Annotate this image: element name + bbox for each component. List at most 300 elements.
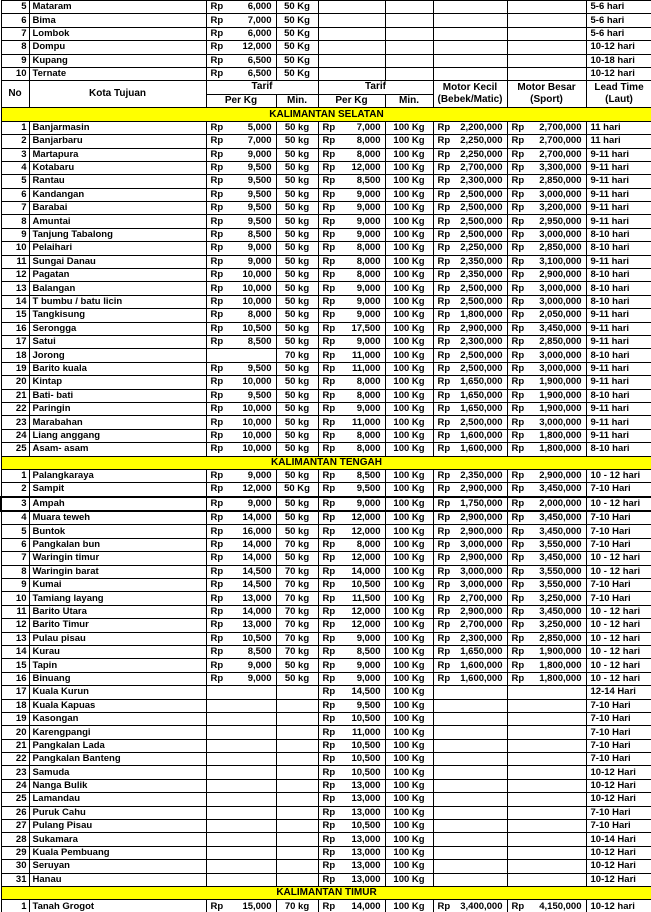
- tarif1-min-cell[interactable]: 50 kg: [276, 215, 318, 228]
- motor-besar-cell[interactable]: [507, 429, 586, 442]
- lead-time-cell[interactable]: 7-10 Hari: [586, 592, 651, 605]
- motor-kecil-cell[interactable]: [433, 1, 507, 14]
- row-number-cell[interactable]: 6: [1, 538, 29, 551]
- tarif2-per-kg-cell[interactable]: [318, 565, 385, 578]
- tarif1-per-kg-cell[interactable]: [206, 525, 276, 538]
- motor-besar-cell[interactable]: [507, 41, 586, 54]
- tarif1-min-cell[interactable]: 50 kg: [276, 469, 318, 482]
- motor-besar-cell[interactable]: [507, 833, 586, 846]
- row-number-cell[interactable]: 16: [1, 322, 29, 335]
- motor-kecil-cell[interactable]: [433, 255, 507, 268]
- tarif2-min-cell[interactable]: 100 Kg: [385, 228, 433, 241]
- city-cell[interactable]: T bumbu / batu licin: [29, 295, 206, 308]
- row-number-cell[interactable]: 29: [1, 846, 29, 859]
- city-cell[interactable]: Pangkalan Banteng: [29, 753, 206, 766]
- tarif1-min-cell[interactable]: 50 Kg: [276, 27, 318, 40]
- motor-kecil-cell[interactable]: [433, 793, 507, 806]
- tarif2-min-cell[interactable]: 100 Kg: [385, 322, 433, 335]
- tarif1-min-cell[interactable]: 50 kg: [276, 416, 318, 429]
- row-number-cell[interactable]: 15: [1, 309, 29, 322]
- city-cell[interactable]: Karengpangi: [29, 726, 206, 739]
- motor-besar-cell[interactable]: [507, 900, 586, 912]
- lead-time-cell[interactable]: 9-11 hari: [586, 309, 651, 322]
- tarif1-min-cell[interactable]: 50 kg: [276, 295, 318, 308]
- tarif1-min-cell[interactable]: 70 kg: [276, 349, 318, 362]
- tarif1-per-kg-cell[interactable]: [206, 846, 276, 859]
- lead-time-cell[interactable]: 8-10 hari: [586, 389, 651, 402]
- tarif2-min-cell[interactable]: 100 Kg: [385, 806, 433, 819]
- row-number-cell[interactable]: 24: [1, 779, 29, 792]
- tarif1-min-cell[interactable]: [276, 753, 318, 766]
- tarif2-per-kg-cell[interactable]: [318, 605, 385, 618]
- row-number-cell[interactable]: 5: [1, 175, 29, 188]
- tarif1-min-cell[interactable]: [276, 779, 318, 792]
- tarif1-per-kg-cell[interactable]: [206, 672, 276, 685]
- tarif1-min-cell[interactable]: 50 kg: [276, 282, 318, 295]
- city-cell[interactable]: Buntok: [29, 525, 206, 538]
- tarif1-per-kg-cell[interactable]: [206, 753, 276, 766]
- tarif2-min-cell[interactable]: 100 Kg: [385, 402, 433, 415]
- tarif2-per-kg-cell[interactable]: [318, 659, 385, 672]
- row-number-cell[interactable]: 20: [1, 376, 29, 389]
- motor-kecil-cell[interactable]: [433, 175, 507, 188]
- motor-besar-cell[interactable]: [507, 335, 586, 348]
- city-cell[interactable]: Kintap: [29, 376, 206, 389]
- motor-besar-cell[interactable]: [507, 255, 586, 268]
- tarif1-min-cell[interactable]: 70 kg: [276, 619, 318, 632]
- motor-kecil-cell[interactable]: [433, 27, 507, 40]
- motor-besar-cell[interactable]: [507, 215, 586, 228]
- city-cell[interactable]: Tapin: [29, 659, 206, 672]
- tarif1-min-cell[interactable]: 70 kg: [276, 538, 318, 551]
- lead-time-cell[interactable]: 10-12 Hari: [586, 779, 651, 792]
- lead-time-cell[interactable]: 9-11 hari: [586, 202, 651, 215]
- tarif1-per-kg-cell[interactable]: [206, 282, 276, 295]
- tarif2-per-kg-cell[interactable]: [318, 592, 385, 605]
- city-cell[interactable]: Puruk Cahu: [29, 806, 206, 819]
- city-cell[interactable]: Tamiang layang: [29, 592, 206, 605]
- motor-kecil-cell[interactable]: [433, 873, 507, 886]
- tarif2-min-cell[interactable]: 100 Kg: [385, 779, 433, 792]
- lead-time-cell[interactable]: 9-11 hari: [586, 322, 651, 335]
- tarif1-min-cell[interactable]: 50 kg: [276, 135, 318, 148]
- lead-time-cell[interactable]: 8-10 hari: [586, 282, 651, 295]
- tarif2-per-kg-cell[interactable]: [318, 645, 385, 658]
- row-number-cell[interactable]: 14: [1, 295, 29, 308]
- city-cell[interactable]: Bati- bati: [29, 389, 206, 402]
- tarif2-min-cell[interactable]: 100 Kg: [385, 175, 433, 188]
- tarif1-per-kg-cell[interactable]: [206, 565, 276, 578]
- tarif2-per-kg-cell[interactable]: [318, 228, 385, 241]
- tarif2-per-kg-cell[interactable]: [318, 579, 385, 592]
- row-number-cell[interactable]: 8: [1, 41, 29, 54]
- city-cell[interactable]: Pangkalan Lada: [29, 739, 206, 752]
- motor-kecil-cell[interactable]: [433, 592, 507, 605]
- lead-time-cell[interactable]: 12-14 Hari: [586, 686, 651, 699]
- tarif1-min-cell[interactable]: 50 kg: [276, 335, 318, 348]
- tarif2-min-cell[interactable]: 100 Kg: [385, 282, 433, 295]
- city-cell[interactable]: Kupang: [29, 54, 206, 67]
- city-cell[interactable]: Lamandau: [29, 793, 206, 806]
- header-no[interactable]: No: [1, 81, 29, 108]
- city-cell[interactable]: Sampit: [29, 483, 206, 497]
- city-cell[interactable]: Barito kuala: [29, 362, 206, 375]
- lead-time-cell[interactable]: 9-11 hari: [586, 148, 651, 161]
- tarif2-per-kg-cell[interactable]: [318, 469, 385, 482]
- motor-besar-cell[interactable]: [507, 349, 586, 362]
- motor-kecil-cell[interactable]: [433, 121, 507, 134]
- city-cell[interactable]: Seruyan: [29, 860, 206, 873]
- lead-time-cell[interactable]: 8-10 hari: [586, 242, 651, 255]
- tarif1-min-cell[interactable]: 50 kg: [276, 497, 318, 511]
- tarif2-per-kg-cell[interactable]: [318, 27, 385, 40]
- motor-besar-cell[interactable]: [507, 135, 586, 148]
- city-cell[interactable]: Palangkaraya: [29, 469, 206, 482]
- row-number-cell[interactable]: 7: [1, 27, 29, 40]
- lead-time-cell[interactable]: 10 - 12 hari: [586, 659, 651, 672]
- tarif2-min-cell[interactable]: [385, 27, 433, 40]
- motor-kecil-cell[interactable]: [433, 766, 507, 779]
- tarif2-per-kg-cell[interactable]: [318, 766, 385, 779]
- tarif2-per-kg-cell[interactable]: [318, 215, 385, 228]
- tarif2-min-cell[interactable]: 100 Kg: [385, 579, 433, 592]
- tarif2-per-kg-cell[interactable]: [318, 846, 385, 859]
- tarif1-min-cell[interactable]: [276, 806, 318, 819]
- tarif2-per-kg-cell[interactable]: [318, 726, 385, 739]
- motor-besar-cell[interactable]: [507, 565, 586, 578]
- motor-kecil-cell[interactable]: [433, 54, 507, 67]
- tarif2-min-cell[interactable]: 100 Kg: [385, 726, 433, 739]
- tarif2-per-kg-cell[interactable]: [318, 309, 385, 322]
- tarif1-min-cell[interactable]: [276, 699, 318, 712]
- motor-besar-cell[interactable]: [507, 469, 586, 482]
- row-number-cell[interactable]: 9: [1, 579, 29, 592]
- tarif2-per-kg-cell[interactable]: [318, 121, 385, 134]
- tarif1-per-kg-cell[interactable]: [206, 538, 276, 551]
- lead-time-cell[interactable]: 10-14 Hari: [586, 833, 651, 846]
- row-number-cell[interactable]: 13: [1, 632, 29, 645]
- tarif1-per-kg-cell[interactable]: [206, 592, 276, 605]
- tarif2-per-kg-cell[interactable]: [318, 14, 385, 27]
- tarif1-per-kg-cell[interactable]: [206, 161, 276, 174]
- header-per-kg-2[interactable]: Per Kg: [318, 94, 385, 108]
- tarif1-min-cell[interactable]: 50 kg: [276, 121, 318, 134]
- motor-besar-cell[interactable]: [507, 686, 586, 699]
- lead-time-cell[interactable]: 10 - 12 hari: [586, 632, 651, 645]
- tarif2-min-cell[interactable]: 100 Kg: [385, 255, 433, 268]
- tarif1-per-kg-cell[interactable]: [206, 41, 276, 54]
- lead-time-cell[interactable]: 9-11 hari: [586, 161, 651, 174]
- lead-time-cell[interactable]: 7-10 Hari: [586, 483, 651, 497]
- row-number-cell[interactable]: 7: [1, 202, 29, 215]
- motor-besar-cell[interactable]: [507, 712, 586, 725]
- tarif2-per-kg-cell[interactable]: [318, 779, 385, 792]
- motor-kecil-cell[interactable]: [433, 833, 507, 846]
- motor-kecil-cell[interactable]: [433, 483, 507, 497]
- motor-besar-cell[interactable]: [507, 739, 586, 752]
- tarif2-min-cell[interactable]: 100 Kg: [385, 672, 433, 685]
- tarif1-min-cell[interactable]: 70 kg: [276, 605, 318, 618]
- city-cell[interactable]: Waringin timur: [29, 552, 206, 565]
- tarif1-per-kg-cell[interactable]: [206, 497, 276, 511]
- header-per-kg-1[interactable]: Per Kg: [206, 94, 276, 108]
- motor-besar-cell[interactable]: [507, 538, 586, 551]
- tarif2-min-cell[interactable]: 100 Kg: [385, 335, 433, 348]
- lead-time-cell[interactable]: 10-12 hari: [586, 67, 651, 80]
- city-cell[interactable]: Pangkalan bun: [29, 538, 206, 551]
- tarif2-min-cell[interactable]: 100 Kg: [385, 135, 433, 148]
- city-cell[interactable]: Ampah: [29, 497, 206, 511]
- tarif2-per-kg-cell[interactable]: [318, 552, 385, 565]
- city-cell[interactable]: Nanga Bulik: [29, 779, 206, 792]
- lead-time-cell[interactable]: 10 - 12 hari: [586, 497, 651, 511]
- tarif1-per-kg-cell[interactable]: [206, 443, 276, 456]
- row-number-cell[interactable]: 10: [1, 242, 29, 255]
- motor-kecil-cell[interactable]: [433, 161, 507, 174]
- tarif1-min-cell[interactable]: 70 kg: [276, 645, 318, 658]
- city-cell[interactable]: Binuang: [29, 672, 206, 685]
- row-number-cell[interactable]: 22: [1, 753, 29, 766]
- city-cell[interactable]: Serongga: [29, 322, 206, 335]
- tarif2-per-kg-cell[interactable]: [318, 820, 385, 833]
- motor-besar-cell[interactable]: [507, 806, 586, 819]
- tarif2-min-cell[interactable]: 100 Kg: [385, 483, 433, 497]
- tarif1-min-cell[interactable]: 50 Kg: [276, 14, 318, 27]
- tarif2-per-kg-cell[interactable]: [318, 416, 385, 429]
- lead-time-cell[interactable]: 10-12 hari: [586, 900, 651, 912]
- motor-besar-cell[interactable]: [507, 579, 586, 592]
- tarif1-per-kg-cell[interactable]: [206, 632, 276, 645]
- tarif2-min-cell[interactable]: 100 Kg: [385, 443, 433, 456]
- tarif2-per-kg-cell[interactable]: [318, 148, 385, 161]
- row-number-cell[interactable]: 24: [1, 429, 29, 442]
- city-cell[interactable]: Liang anggang: [29, 429, 206, 442]
- city-cell[interactable]: Kasongan: [29, 712, 206, 725]
- lead-time-cell[interactable]: 7-10 Hari: [586, 739, 651, 752]
- tarif1-per-kg-cell[interactable]: [206, 659, 276, 672]
- city-cell[interactable]: Asam- asam: [29, 443, 206, 456]
- motor-besar-cell[interactable]: [507, 121, 586, 134]
- city-cell[interactable]: Paringin: [29, 402, 206, 415]
- row-number-cell[interactable]: 22: [1, 402, 29, 415]
- motor-besar-cell[interactable]: [507, 820, 586, 833]
- row-number-cell[interactable]: 12: [1, 619, 29, 632]
- tarif1-per-kg-cell[interactable]: [206, 309, 276, 322]
- tarif1-per-kg-cell[interactable]: [206, 1, 276, 14]
- tarif1-per-kg-cell[interactable]: [206, 833, 276, 846]
- lead-time-cell[interactable]: 10-12 Hari: [586, 846, 651, 859]
- lead-time-cell[interactable]: 9-11 hari: [586, 402, 651, 415]
- row-number-cell[interactable]: 11: [1, 255, 29, 268]
- tarif2-min-cell[interactable]: 100 Kg: [385, 376, 433, 389]
- lead-time-cell[interactable]: 7-10 Hari: [586, 579, 651, 592]
- tarif2-min-cell[interactable]: 100 Kg: [385, 202, 433, 215]
- motor-kecil-cell[interactable]: [433, 619, 507, 632]
- motor-besar-cell[interactable]: [507, 376, 586, 389]
- motor-kecil-cell[interactable]: [433, 846, 507, 859]
- motor-kecil-cell[interactable]: [433, 429, 507, 442]
- motor-kecil-cell[interactable]: [433, 389, 507, 402]
- section-header[interactable]: KALIMANTAN TIMUR: [1, 887, 651, 900]
- tarif2-per-kg-cell[interactable]: [318, 135, 385, 148]
- motor-kecil-cell[interactable]: [433, 322, 507, 335]
- motor-kecil-cell[interactable]: [433, 309, 507, 322]
- tarif2-per-kg-cell[interactable]: [318, 739, 385, 752]
- tarif1-per-kg-cell[interactable]: [206, 712, 276, 725]
- row-number-cell[interactable]: 9: [1, 54, 29, 67]
- row-number-cell[interactable]: 23: [1, 766, 29, 779]
- motor-kecil-cell[interactable]: [433, 699, 507, 712]
- tarif2-min-cell[interactable]: 100 Kg: [385, 497, 433, 511]
- motor-besar-cell[interactable]: [507, 779, 586, 792]
- tarif1-min-cell[interactable]: [276, 686, 318, 699]
- tarif2-per-kg-cell[interactable]: [318, 686, 385, 699]
- row-number-cell[interactable]: 5: [1, 525, 29, 538]
- motor-kecil-cell[interactable]: [433, 41, 507, 54]
- row-number-cell[interactable]: 21: [1, 389, 29, 402]
- tarif2-min-cell[interactable]: 100 Kg: [385, 686, 433, 699]
- row-number-cell[interactable]: 27: [1, 820, 29, 833]
- city-cell[interactable]: Amuntai: [29, 215, 206, 228]
- row-number-cell[interactable]: 18: [1, 699, 29, 712]
- tarif1-per-kg-cell[interactable]: [206, 242, 276, 255]
- lead-time-cell[interactable]: 11 hari: [586, 135, 651, 148]
- motor-besar-cell[interactable]: [507, 362, 586, 375]
- city-cell[interactable]: Pagatan: [29, 269, 206, 282]
- tarif1-min-cell[interactable]: 50 kg: [276, 255, 318, 268]
- row-number-cell[interactable]: 10: [1, 67, 29, 80]
- row-number-cell[interactable]: 8: [1, 215, 29, 228]
- tarif1-min-cell[interactable]: 50 kg: [276, 309, 318, 322]
- motor-kecil-cell[interactable]: [433, 686, 507, 699]
- tarif1-min-cell[interactable]: 50 Kg: [276, 67, 318, 80]
- tarif1-min-cell[interactable]: 50 kg: [276, 242, 318, 255]
- city-cell[interactable]: Lombok: [29, 27, 206, 40]
- tarif1-per-kg-cell[interactable]: [206, 645, 276, 658]
- tarif2-per-kg-cell[interactable]: [318, 483, 385, 497]
- tarif1-per-kg-cell[interactable]: [206, 202, 276, 215]
- motor-besar-cell[interactable]: [507, 525, 586, 538]
- city-cell[interactable]: Bima: [29, 14, 206, 27]
- lead-time-cell[interactable]: 11 hari: [586, 121, 651, 134]
- motor-besar-cell[interactable]: [507, 1, 586, 14]
- row-number-cell[interactable]: 18: [1, 349, 29, 362]
- lead-time-cell[interactable]: 10 - 12 hari: [586, 469, 651, 482]
- tarif2-min-cell[interactable]: [385, 67, 433, 80]
- lead-time-cell[interactable]: 8-10 hari: [586, 295, 651, 308]
- lead-time-cell[interactable]: 10-12 hari: [586, 41, 651, 54]
- tarif1-per-kg-cell[interactable]: [206, 552, 276, 565]
- tarif1-min-cell[interactable]: 50 kg: [276, 228, 318, 241]
- tarif1-min-cell[interactable]: 50 kg: [276, 362, 318, 375]
- tarif1-per-kg-cell[interactable]: [206, 135, 276, 148]
- tarif2-min-cell[interactable]: 100 Kg: [385, 873, 433, 886]
- tarif2-per-kg-cell[interactable]: [318, 376, 385, 389]
- tarif2-per-kg-cell[interactable]: [318, 497, 385, 511]
- motor-kecil-cell[interactable]: [433, 376, 507, 389]
- header-tarif-2[interactable]: Tarif: [318, 81, 433, 95]
- motor-besar-cell[interactable]: [507, 497, 586, 511]
- lead-time-cell[interactable]: 10-12 Hari: [586, 766, 651, 779]
- tarif1-min-cell[interactable]: [276, 766, 318, 779]
- row-number-cell[interactable]: 30: [1, 860, 29, 873]
- tarif1-per-kg-cell[interactable]: [206, 429, 276, 442]
- tarif2-per-kg-cell[interactable]: [318, 511, 385, 525]
- motor-kecil-cell[interactable]: [433, 672, 507, 685]
- motor-besar-cell[interactable]: [507, 619, 586, 632]
- tarif1-per-kg-cell[interactable]: [206, 215, 276, 228]
- motor-besar-cell[interactable]: [507, 175, 586, 188]
- row-number-cell[interactable]: 14: [1, 645, 29, 658]
- tarif1-per-kg-cell[interactable]: [206, 483, 276, 497]
- motor-kecil-cell[interactable]: [433, 67, 507, 80]
- city-cell[interactable]: Kumai: [29, 579, 206, 592]
- tarif1-min-cell[interactable]: 50 kg: [276, 429, 318, 442]
- motor-besar-cell[interactable]: [507, 269, 586, 282]
- tarif2-per-kg-cell[interactable]: [318, 793, 385, 806]
- row-number-cell[interactable]: 1: [1, 469, 29, 482]
- motor-kecil-cell[interactable]: [433, 202, 507, 215]
- tarif1-per-kg-cell[interactable]: [206, 793, 276, 806]
- tarif2-min-cell[interactable]: 100 Kg: [385, 161, 433, 174]
- lead-time-cell[interactable]: 7-10 Hari: [586, 712, 651, 725]
- motor-kecil-cell[interactable]: [433, 335, 507, 348]
- lead-time-cell[interactable]: 10-12 Hari: [586, 860, 651, 873]
- tarif2-per-kg-cell[interactable]: [318, 389, 385, 402]
- lead-time-cell[interactable]: 7-10 Hari: [586, 538, 651, 551]
- lead-time-cell[interactable]: 9-11 hari: [586, 255, 651, 268]
- lead-time-cell[interactable]: 10-12 Hari: [586, 793, 651, 806]
- tarif1-per-kg-cell[interactable]: [206, 54, 276, 67]
- tarif1-min-cell[interactable]: 50 Kg: [276, 41, 318, 54]
- tarif2-min-cell[interactable]: 100 Kg: [385, 525, 433, 538]
- city-cell[interactable]: Pulau pisau: [29, 632, 206, 645]
- city-cell[interactable]: Tanjung Tabalong: [29, 228, 206, 241]
- motor-besar-cell[interactable]: [507, 793, 586, 806]
- tarif2-per-kg-cell[interactable]: [318, 525, 385, 538]
- tarif2-per-kg-cell[interactable]: [318, 349, 385, 362]
- motor-besar-cell[interactable]: [507, 322, 586, 335]
- row-number-cell[interactable]: 15: [1, 659, 29, 672]
- tarif2-min-cell[interactable]: 100 Kg: [385, 215, 433, 228]
- motor-besar-cell[interactable]: [507, 726, 586, 739]
- motor-kecil-cell[interactable]: [433, 860, 507, 873]
- motor-besar-cell[interactable]: [507, 699, 586, 712]
- tarif1-per-kg-cell[interactable]: [206, 402, 276, 415]
- tarif2-per-kg-cell[interactable]: [318, 429, 385, 442]
- tarif2-per-kg-cell[interactable]: [318, 335, 385, 348]
- tarif2-min-cell[interactable]: 100 Kg: [385, 860, 433, 873]
- tarif1-min-cell[interactable]: 50 kg: [276, 175, 318, 188]
- tarif2-per-kg-cell[interactable]: [318, 619, 385, 632]
- row-number-cell[interactable]: 21: [1, 739, 29, 752]
- motor-besar-cell[interactable]: [507, 282, 586, 295]
- motor-kecil-cell[interactable]: [433, 900, 507, 912]
- row-number-cell[interactable]: 20: [1, 726, 29, 739]
- tarif1-min-cell[interactable]: 70 kg: [276, 632, 318, 645]
- tarif1-min-cell[interactable]: [276, 860, 318, 873]
- tarif1-min-cell[interactable]: 50 kg: [276, 161, 318, 174]
- tarif2-min-cell[interactable]: 100 Kg: [385, 538, 433, 551]
- row-number-cell[interactable]: 6: [1, 14, 29, 27]
- city-cell[interactable]: Barito Utara: [29, 605, 206, 618]
- city-cell[interactable]: Tangkisung: [29, 309, 206, 322]
- tarif2-min-cell[interactable]: [385, 1, 433, 14]
- city-cell[interactable]: Sungai Danau: [29, 255, 206, 268]
- motor-kecil-cell[interactable]: [433, 228, 507, 241]
- row-number-cell[interactable]: 17: [1, 686, 29, 699]
- motor-besar-cell[interactable]: [507, 659, 586, 672]
